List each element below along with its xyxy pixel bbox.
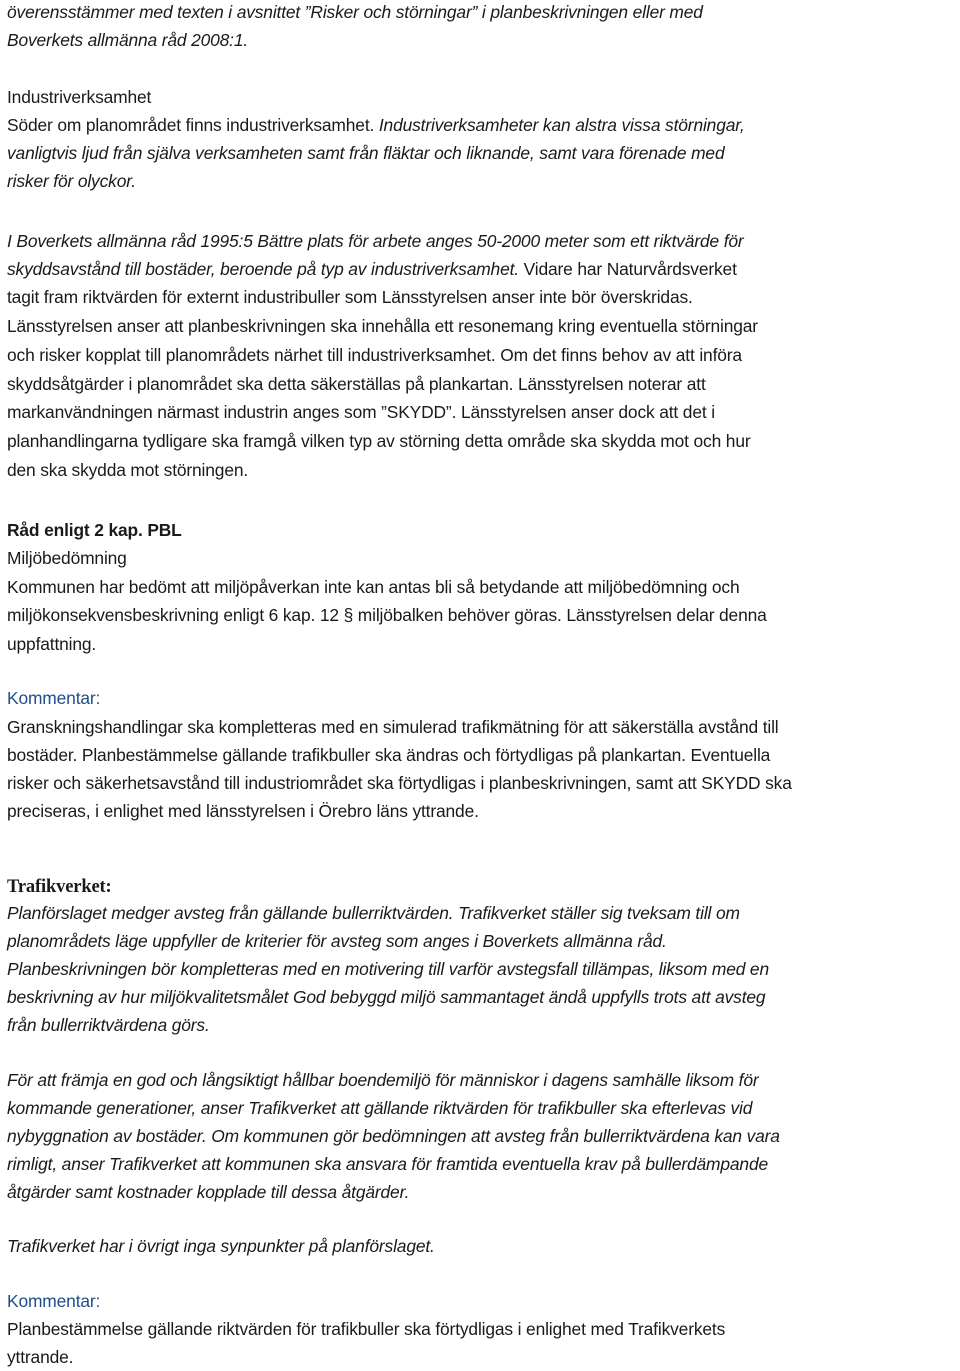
- text-normal: miljökonsekvensbeskrivning enligt 6 kap. 12 § miljöbalken behöver göras.: [7, 605, 562, 625]
- paragraph-line: [7, 398, 715, 426]
- paragraph-line: [7, 341, 742, 369]
- paragraph-line: risker för olyckor.: [7, 171, 136, 191]
- paragraph-line: risker och säkerhetsavstånd till industriområdet ska förtydligas i planbeskrivningen, samt att SKYDD ska: [7, 773, 792, 793]
- text-normal: och risker kopplat till planområdets närhet till industriverksamhet.: [7, 345, 496, 365]
- text-normal: Vidare har Naturvårdsverket: [518, 259, 737, 279]
- paragraph-line: den ska skydda mot störningen.: [7, 460, 249, 480]
- section-subheading: Miljöbedömning: [7, 548, 127, 568]
- section-heading: Industriverksamhet: [7, 87, 152, 107]
- text-italic: skyddsavstånd till bostäder, beroende på typ av industriverksamhet.: [7, 259, 519, 279]
- paragraph-line: rimligt, anser Trafikverket att kommunen ska ansvara för framtida eventuella krav på bullerdämpande: [7, 1154, 768, 1174]
- paragraph-line: överensstämmer med texten i avsnittet ”Risker och störningar” i planbeskrivningen eller med: [7, 2, 703, 22]
- paragraph-line: [7, 601, 767, 629]
- paragraph-line: [7, 370, 706, 398]
- paragraph-line: Trafikverket har i övrigt inga synpunkter på planförslaget.: [7, 1236, 435, 1256]
- text-normal: skyddsåtgärder i planområdet ska detta säkerställas på plankartan.: [7, 374, 514, 394]
- paragraph-line: yttrande.: [7, 1347, 74, 1367]
- paragraph-line: tagit fram riktvärden för externt industribuller som Länsstyrelsen anser inte bör överskridas.: [7, 287, 693, 307]
- text-normal: Länsstyrelsen delar denna: [561, 605, 767, 625]
- paragraph-line: [7, 111, 745, 139]
- paragraph-line: bostäder. Planbestämmelse gällande trafikbuller ska ändras och förtydligas på plankartan. Eventuella: [7, 745, 771, 765]
- paragraph-line: Kommunen har bedömt att miljöpåverkan inte kan antas bli så betydande att miljöbedömning och: [7, 577, 740, 597]
- section-heading: Trafikverket:: [7, 877, 112, 897]
- paragraph-line: kommande generationer, anser Trafikverket att gällande riktvärden för trafikbuller ska efterlevas vid: [7, 1098, 753, 1118]
- paragraph-line: Planförslaget medger avsteg från gällande bullerriktvärden. Trafikverket ställer sig tveksam till om: [7, 903, 740, 923]
- text-normal: Söder om planområdet finns industriverksamhet.: [7, 115, 375, 135]
- paragraph-line: [7, 255, 737, 283]
- paragraph-line: beskrivning av hur miljökvalitetsmålet God bebyggd miljö sammantaget ändå uppfylls trots att avsteg: [7, 987, 766, 1007]
- paragraph-line: För att främja en god och långsiktigt hållbar boendemiljö för människor i dagens samhälle liksom för: [7, 1070, 759, 1090]
- paragraph-line: preciseras, i enlighet med länsstyrelsen i Örebro läns yttrande.: [7, 801, 479, 821]
- paragraph-line: åtgärder samt kostnader kopplade till dessa åtgärder.: [7, 1182, 410, 1202]
- paragraph-line: planområdets läge uppfyller de kriterier för avsteg som anges i Boverkets allmänna råd.: [7, 931, 667, 951]
- paragraph-line: planhandlingarna tydligare ska framgå vilken typ av störning detta område ska skydda mot och hur: [7, 431, 751, 451]
- comment-label: Kommentar:: [7, 688, 101, 708]
- paragraph-line: Granskningshandlingar ska kompletteras med en simulerad trafikmätning för att säkerställa avstånd till: [7, 717, 779, 737]
- text-normal: Om det finns behov av att införa: [495, 345, 742, 365]
- paragraph-line: I Boverkets allmänna råd 1995:5 Bättre plats för arbete anges 50-2000 meter som ett riktvärde för: [7, 231, 744, 251]
- paragraph-line: Länsstyrelsen anser att planbeskrivningen ska innehålla ett resonemang kring eventuella störningar: [7, 316, 758, 336]
- paragraph-line: uppfattning.: [7, 634, 97, 654]
- section-heading: Råd enligt 2 kap. PBL: [7, 520, 182, 540]
- text-normal: markanvändningen närmast industrin anges som ”SKYDD”.: [7, 402, 457, 422]
- paragraph-line: vanligtvis ljud från själva verksamheten samt från fläktar och liknande, samt vara förenade med: [7, 143, 725, 163]
- text-italic: Industriverksamheter kan alstra vissa störningar,: [374, 115, 745, 135]
- text-normal: Länsstyrelsen noterar att: [513, 374, 706, 394]
- paragraph-line: Planbestämmelse gällande riktvärden för trafikbuller ska förtydligas i enlighet med Trafikverkets: [7, 1319, 726, 1339]
- paragraph-line: Boverkets allmänna råd 2008:1.: [7, 30, 249, 50]
- paragraph-line: Planbeskrivningen bör kompletteras med en motivering till varför avstegsfall tillämpas, liksom med en: [7, 959, 769, 979]
- paragraph-line: från bullerriktvärdena görs.: [7, 1015, 210, 1035]
- comment-label: Kommentar:: [7, 1291, 101, 1311]
- text-normal: Länsstyrelsen anser dock att det i: [456, 402, 715, 422]
- paragraph-line: nybyggnation av bostäder. Om kommunen gör bedömningen att avsteg från bullerriktvärdena kan vara: [7, 1126, 780, 1146]
